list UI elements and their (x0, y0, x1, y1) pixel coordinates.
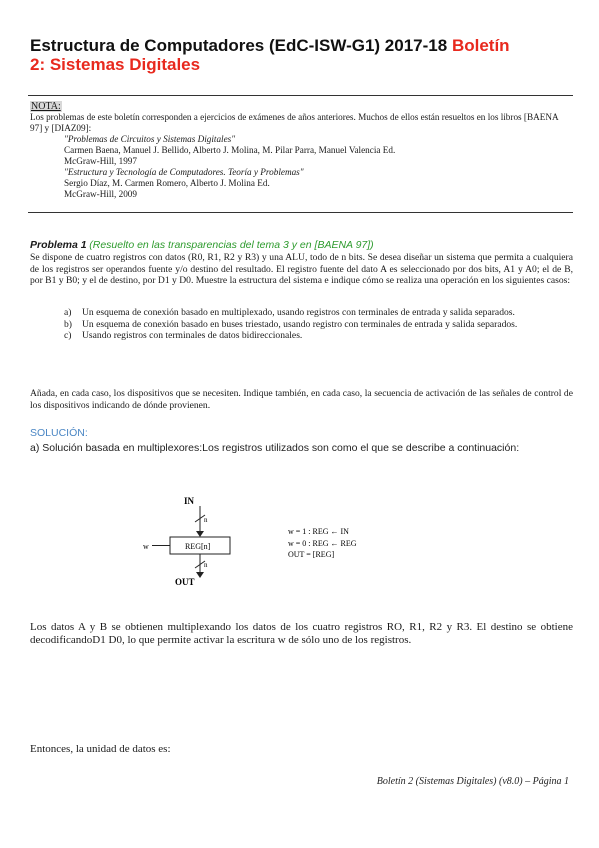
in-arrow (196, 531, 204, 537)
title-main: Estructura de Computadores (EdC-ISW-G1) 2017-18 (30, 36, 448, 55)
list-item: c) Usando registros con terminales de datos bidireccionales. (64, 330, 303, 341)
out-label: OUT (175, 577, 195, 587)
problem-items (64, 307, 573, 342)
out-bus-width: n (204, 561, 208, 569)
book1-authors: Carmen Baena, Manuel J. Bellido, Alberto J. Molina, M. Pilar Parra, Manuel Valencia Ed. (64, 145, 396, 155)
equation-hold: w = 0 : REG ← REG (288, 539, 357, 548)
in-label: IN (184, 496, 195, 506)
equation-write: w = 1 : REG ← IN (288, 527, 349, 536)
solution-part-a: a) Solución basada en multiplexores:Los registros utilizados son como el que se describe a continuación: (30, 442, 520, 454)
problem-heading (30, 239, 374, 251)
note-intro: Los problemas de este boletín corresponden a ejercicios de exámenes de años anteriores. Muchos de ellos están resueltos en los libros [BAENA 97] y [DIAZ09]: (30, 112, 559, 133)
paragraph-mux: Los datos A y B se obtienen multiplexando los datos de los cuatro registros RO, R1, R2 y R3. El destino se obtiene decodificandoD1 D0, lo que permite activar la escritura w de sólo uno de los registros. (30, 621, 573, 646)
in-bus-width: n (204, 516, 208, 524)
book1-title: "Problemas de Circuitos y Sistemas Digitales" (64, 134, 236, 144)
equation-output: OUT = [REG] (288, 550, 335, 559)
page-title (30, 36, 510, 74)
w-label: w (143, 542, 149, 551)
title-subject: 2: Sistemas Digitales (30, 55, 201, 74)
book1-publisher: McGraw-Hill, 1997 (64, 156, 137, 166)
register-diagram (130, 490, 410, 590)
list-item: a) Un esquema de conexión basado en multiplexado, usando registros con terminales de entrada y salida separados. (64, 307, 515, 318)
book2-title: "Estructura y Tecnología de Computadores. Teoría y Problemas" (64, 167, 304, 177)
out-arrow (196, 572, 204, 578)
page-footer: Boletín 2 (Sistemas Digitales) (v8.0) – Página 1 (376, 776, 569, 787)
note-text (30, 112, 570, 200)
list-item: b) Un esquema de conexión basado en buses triestado, usando registro con terminales de entrada y salida separados. (64, 318, 518, 330)
register-label: REG[n] (185, 542, 211, 551)
problem-body: Se dispone de cuatro registros con datos (R0, R1, R2 y R3) y una ALU, todo de n bits. Se desea diseñar un sistema que permita a cualquiera de los registros ser operandos fuente y/o destino del resultado. El registro fuente del dato A es seleccionado por dos bits, A1 y A0; el de B, por B1 y B0; y el de destino, por D1 y D0. Muestre la estructura del sistema e indique cómo se realiza una operación en los siguientes casos: (30, 252, 573, 286)
problem-closing: Añada, en cada caso, los dispositivos que se necesiten. Indique también, en cada caso, la secuencia de activación de las señales de control de los dispositivos indicando de dónde provienen. (30, 388, 573, 411)
title-boletin: Boletín (451, 36, 510, 55)
problem-note: (Resuelto en las transparencias del tema 3 y en [BAENA 97]) (89, 239, 374, 251)
book2-authors: Sergio Díaz, M. Carmen Romero, Alberto J. Molina Ed. (64, 178, 270, 188)
book2-publisher: McGraw-Hill, 2009 (64, 189, 137, 199)
note-label: NOTA: (31, 101, 61, 112)
solution-heading: SOLUCIÓN: (30, 427, 88, 439)
paragraph-datos: Entonces, la unidad de datos es: (30, 743, 171, 755)
problem-title: Problema 1 (30, 239, 87, 251)
